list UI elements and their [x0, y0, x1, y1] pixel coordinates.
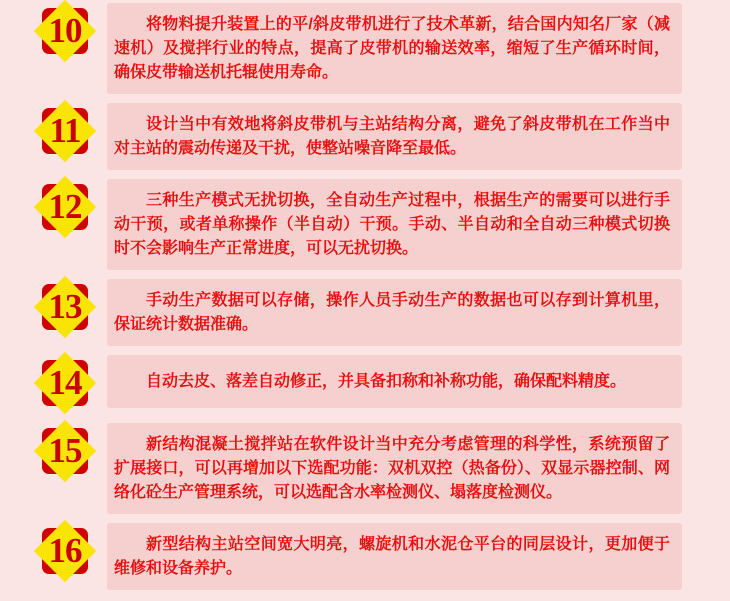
feature-row-16	[0, 523, 730, 590]
feature-text-box: 设计当中有效地将斜皮带机与主站结构分离，避免了斜皮带机在工作当中对主站的震动传递及干扰，使整站噪音降至最低。	[107, 103, 682, 170]
number-badge	[34, 176, 96, 238]
feature-row-11	[0, 103, 730, 170]
feature-text-box: 三种生产模式无扰切换，全自动生产过程中，根据生产的需要可以进行手动干预，或者单称操作（半自动）干预。手动、半自动和全自动三种模式切换时不会影响生产正常进度，可以无扰切换。	[107, 179, 682, 270]
feature-text-box: 手动生产数据可以存储，操作人员手动生产的数据也可以存到计算机里，保证统计数据准确。	[107, 279, 682, 346]
badge-number: 15	[48, 431, 82, 470]
feature-row-14	[0, 355, 730, 414]
number-badge	[34, 276, 96, 338]
number-badge	[34, 420, 96, 482]
feature-text-box: 新型结构主站空间宽大明亮，螺旋机和水泥仓平台的同层设计，更加便于维修和设备养护。	[107, 523, 682, 590]
feature-row-13	[0, 279, 730, 346]
badge-number: 14	[48, 363, 82, 402]
number-badge	[34, 352, 96, 414]
feature-row-15	[0, 423, 730, 514]
badge-number: 16	[48, 531, 82, 570]
feature-row-12	[0, 179, 730, 270]
feature-text-box: 自动去皮、落差自动修正，并具备扣称和补称功能，确保配料精度。	[107, 355, 682, 408]
feature-text-box: 将物料提升装置上的平/斜皮带机进行了技术革新，结合国内知名厂家（减速机）及搅拌行业的特点，提高了皮带机的输送效率，缩短了生产循环时间，确保皮带输送机托辊使用寿命。	[107, 3, 682, 94]
badge-number: 13	[48, 287, 82, 326]
number-badge	[34, 100, 96, 162]
number-badge	[34, 520, 96, 582]
feature-text-box: 新结构混凝土搅拌站在软件设计当中充分考虑管理的科学性，系统预留了扩展接口，可以再增加以下选配功能：双机双控（热备份）、双显示器控制、网络化砼生产管理系统，可以选配含水率检测仪、塌落度检测仪。	[107, 423, 682, 514]
feature-row-10	[0, 3, 730, 94]
number-badge	[34, 0, 96, 62]
badge-number: 11	[49, 111, 81, 150]
badge-number: 12	[48, 187, 82, 226]
badge-number: 10	[48, 11, 82, 50]
